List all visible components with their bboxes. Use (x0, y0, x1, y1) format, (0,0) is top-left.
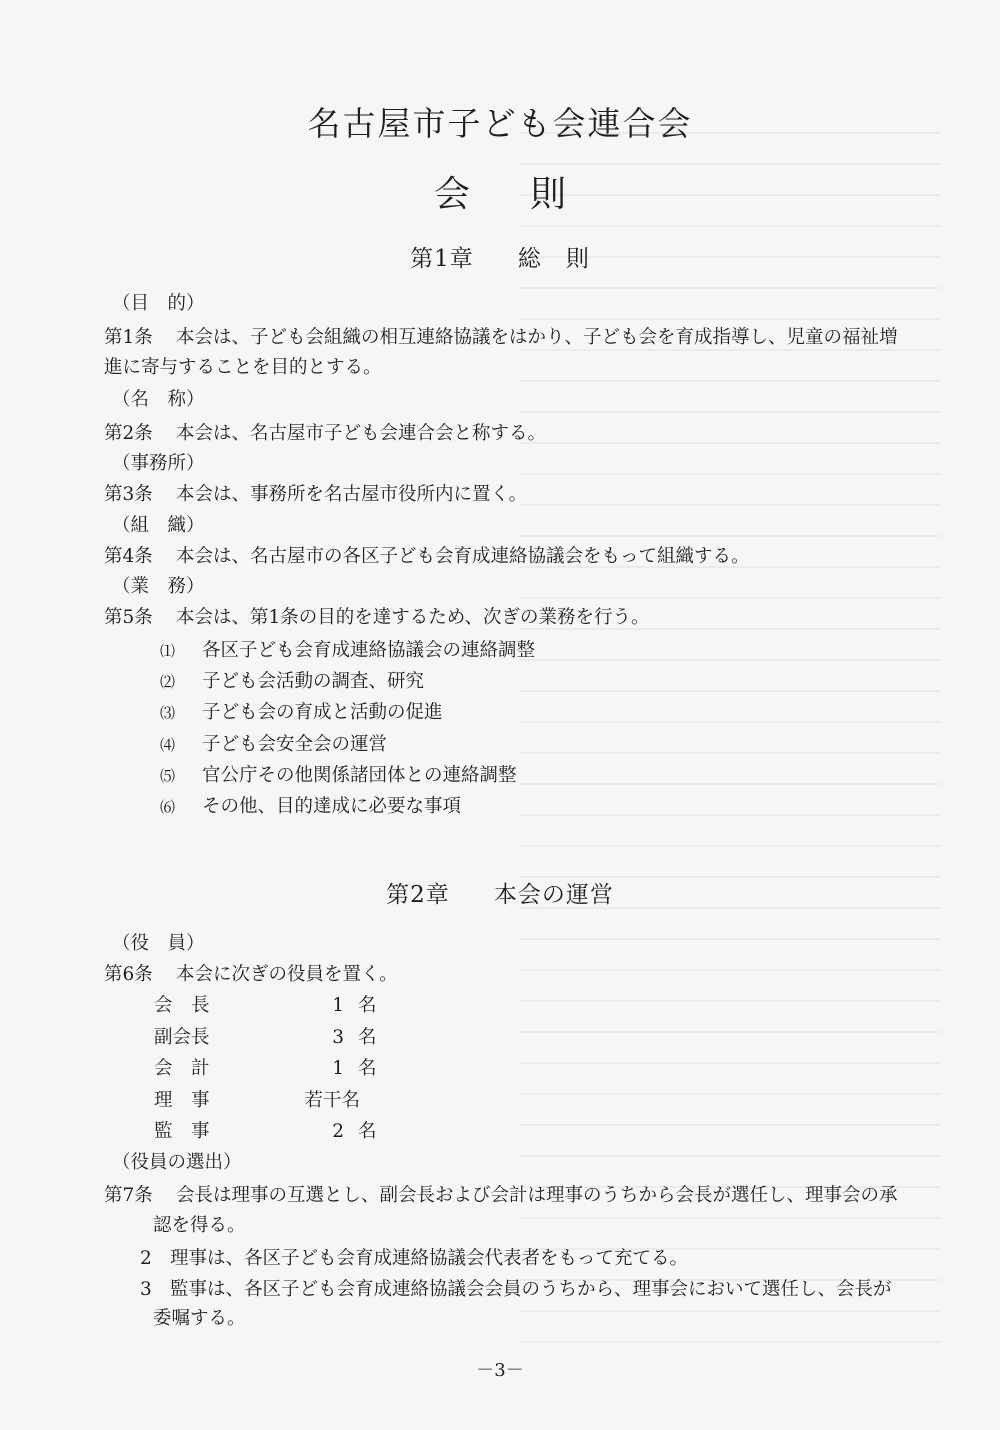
paragraph-text: 監事は、各区子ども会育成連絡協議会会員のうちから、理事会において選任し、会長が (170, 1279, 892, 1300)
article-7-paragraph-3-cont (153, 1306, 246, 1332)
article-text: 本会は、第1条の目的を達するため、次ぎの業務を行う。 (176, 607, 650, 628)
article-number: 第2条 (104, 423, 153, 444)
officers-heading: （役 員） (112, 933, 205, 954)
page-number: －3－ (476, 1360, 524, 1381)
officer-count: 若干名 (304, 1090, 360, 1111)
office-heading: （事務所） (112, 453, 205, 474)
article-number: 第6条 (104, 964, 153, 985)
item-text: 子ども会の育成と活動の促進 (202, 702, 443, 723)
article-7-paragraph-2 (140, 1246, 688, 1272)
officer-role: 会 計 (154, 1058, 210, 1079)
item-text: 子ども会活動の調査、研究 (202, 671, 425, 692)
article-1-cont (104, 355, 382, 381)
officer-role: 会 長 (154, 995, 210, 1016)
chapter-1-label: 第1章 (410, 246, 474, 272)
article-text: 本会は、名古屋市子ども会連合会と称する。 (176, 423, 547, 444)
paragraph-number: 3 (140, 1279, 152, 1300)
officer-unit: 名 (358, 1027, 377, 1048)
article-text: 本会は、子ども会組織の相互連絡協議をはかり、子ども会を育成指導し、児童の福祉増 (176, 327, 898, 348)
work-item (160, 732, 387, 758)
item-marker: ⑵ (160, 673, 176, 691)
article-4 (104, 544, 750, 570)
work-item (160, 669, 424, 695)
officer-unit: 名 (358, 1058, 377, 1079)
article-3 (104, 482, 527, 508)
work-item (160, 638, 535, 664)
article-2 (104, 421, 546, 447)
chapter-1-name: 総 則 (517, 246, 590, 272)
officer-role: 監 事 (154, 1121, 210, 1142)
article-text: 本会は、事務所を名古屋市役所内に置く。 (176, 484, 528, 505)
chapter-2-label: 第2章 (386, 882, 450, 908)
article-1 (104, 325, 898, 351)
bleed-through-text (517, 110, 940, 1350)
article-number: 第1条 (104, 327, 153, 348)
article-text: 会長は理事の互選とし、副会長および会計は理事のうちから会長が選任し、理事会の承 (176, 1185, 898, 1206)
purpose-heading: （目 的） (112, 293, 205, 314)
article-7-paragraph-3 (140, 1277, 892, 1303)
officer-role: 副会長 (154, 1027, 210, 1048)
item-marker: ⑶ (160, 704, 176, 722)
chapter-1-heading (0, 240, 1000, 273)
item-marker: ⑸ (160, 767, 176, 785)
article-5 (104, 605, 650, 631)
officer-role: 理 事 (154, 1090, 210, 1111)
item-marker: ⑷ (160, 736, 176, 754)
item-marker: ⑹ (160, 798, 176, 816)
work-item (160, 794, 461, 820)
election-heading: （役員の選出） (112, 1152, 242, 1173)
officer-count: 2 (332, 1121, 344, 1142)
officer-unit: 名 (358, 995, 377, 1016)
officer-count: 1 (332, 1058, 344, 1079)
officer-unit: 名 (358, 1121, 377, 1142)
item-text: その他、目的達成に必要な事項 (202, 796, 462, 817)
item-text: 官公庁その他関係諸団体との連絡調整 (202, 765, 517, 786)
chapter-2-heading (0, 876, 1000, 909)
paragraph-number: 2 (140, 1248, 152, 1269)
item-marker: ⑴ (160, 642, 176, 660)
article-text: 進に寄与することを目的とする。 (104, 357, 382, 378)
article-6 (104, 962, 398, 988)
article-number: 第7条 (104, 1185, 153, 1206)
item-text: 子ども会安全会の運営 (202, 734, 388, 755)
work-item (160, 763, 517, 789)
work-item (160, 700, 443, 726)
officer-row (154, 993, 388, 1019)
officer-count: 1 (332, 995, 344, 1016)
organization-heading: （組 織） (112, 515, 205, 536)
paragraph-text: 委嘱する。 (153, 1308, 246, 1329)
paragraph-text: 理事は、各区子ども会育成連絡協議会代表者をもって充てる。 (170, 1248, 689, 1269)
article-number: 第4条 (104, 546, 153, 567)
officer-count: 3 (332, 1027, 344, 1048)
officer-row (154, 1056, 388, 1082)
article-number: 第3条 (104, 484, 153, 505)
item-text: 各区子ども会育成連絡協議会の連絡調整 (202, 640, 536, 661)
name-heading: （名 称） (112, 389, 205, 410)
article-7 (104, 1183, 898, 1209)
document-subtitle: 会則 (433, 174, 626, 215)
article-text: 本会は、名古屋市の各区子ども会育成連絡協議会をもって組織する。 (176, 546, 750, 567)
article-text: 認を得る。 (153, 1215, 246, 1236)
chapter-2-name: 本会の運営 (493, 882, 614, 908)
officer-row (154, 1119, 388, 1145)
article-text: 本会に次ぎの役員を置く。 (176, 964, 398, 985)
document-title: 名古屋市子ども会連合会 (307, 104, 693, 143)
article-number: 第5条 (104, 607, 153, 628)
article-7-cont (153, 1213, 246, 1239)
officer-row (154, 1025, 388, 1051)
officer-row (154, 1088, 390, 1114)
work-heading: （業 務） (112, 576, 205, 597)
